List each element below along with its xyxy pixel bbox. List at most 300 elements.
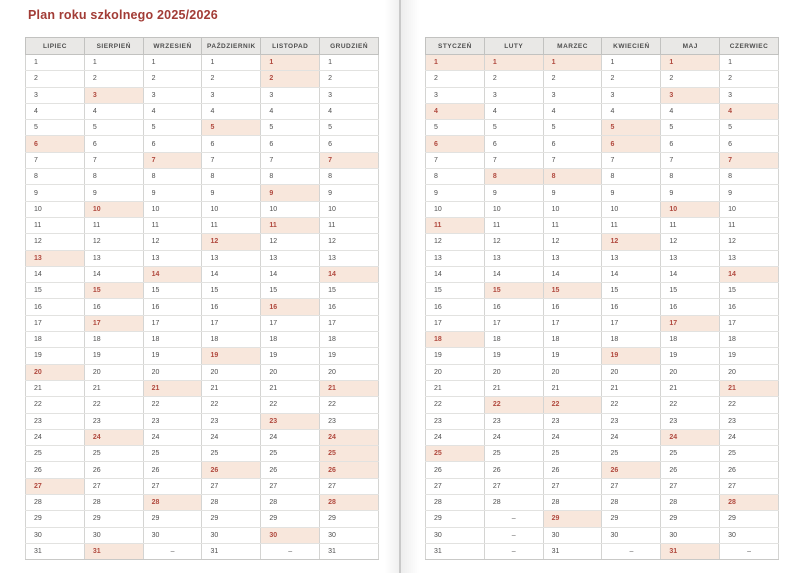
day-cell: 8 (320, 169, 379, 185)
month-header: GRUDZIEŃ (320, 38, 379, 55)
day-cell: 19 (84, 348, 143, 364)
day-cell: 26 (261, 462, 320, 478)
day-row (426, 201, 779, 217)
day-cell-holiday: 1 (543, 55, 602, 71)
day-cell: 23 (143, 413, 202, 429)
day-cell: 20 (84, 364, 143, 380)
day-cell: 30 (661, 527, 720, 543)
day-cell: 30 (84, 527, 143, 543)
day-row (426, 185, 779, 201)
day-cell: 30 (720, 527, 779, 543)
day-cell: 3 (202, 87, 261, 103)
day-cell: 15 (320, 283, 379, 299)
day-cell-holiday: 25 (426, 446, 485, 462)
day-cell: 3 (543, 87, 602, 103)
day-row (26, 397, 379, 413)
day-cell: 30 (143, 527, 202, 543)
day-cell: 3 (143, 87, 202, 103)
day-cell: 2 (484, 71, 543, 87)
day-cell: 27 (543, 478, 602, 494)
day-cell: 16 (320, 299, 379, 315)
day-cell: 8 (26, 169, 85, 185)
day-cell: 21 (543, 380, 602, 396)
day-row (26, 201, 379, 217)
day-row (26, 71, 379, 87)
month-header: LUTY (484, 38, 543, 55)
day-cell: 4 (484, 103, 543, 119)
day-cell: 2 (143, 71, 202, 87)
day-cell: 16 (602, 299, 661, 315)
day-cell-holiday: 7 (720, 152, 779, 168)
day-cell: 13 (143, 250, 202, 266)
day-cell-holiday: 8 (543, 169, 602, 185)
day-cell-holiday: 1 (426, 55, 485, 71)
day-cell: 2 (720, 71, 779, 87)
day-cell: 20 (202, 364, 261, 380)
day-cell: 9 (320, 185, 379, 201)
day-cell: 29 (202, 511, 261, 527)
day-cell-holiday: 26 (202, 462, 261, 478)
day-cell-holiday: 3 (84, 87, 143, 103)
day-row (26, 87, 379, 103)
day-row (26, 185, 379, 201)
day-cell: 16 (426, 299, 485, 315)
day-row (426, 527, 779, 543)
day-cell: 5 (543, 120, 602, 136)
day-cell: 9 (720, 185, 779, 201)
day-cell: 14 (661, 266, 720, 282)
day-cell: 18 (484, 332, 543, 348)
day-cell: 5 (84, 120, 143, 136)
day-cell: 4 (84, 103, 143, 119)
day-cell: 7 (426, 152, 485, 168)
day-cell-holiday: 31 (84, 543, 143, 559)
day-row (26, 169, 379, 185)
day-cell: 2 (543, 71, 602, 87)
day-cell: 20 (426, 364, 485, 380)
day-cell: 14 (261, 266, 320, 282)
day-cell: 17 (543, 315, 602, 331)
day-cell: 23 (661, 413, 720, 429)
day-cell: 12 (543, 234, 602, 250)
day-row (26, 55, 379, 71)
day-row (26, 511, 379, 527)
day-cell-holiday: 24 (320, 429, 379, 445)
day-cell: 8 (720, 169, 779, 185)
day-row (426, 250, 779, 266)
day-cell: 16 (543, 299, 602, 315)
day-cell-holiday: 24 (84, 429, 143, 445)
day-cell-holiday: 21 (320, 380, 379, 396)
day-cell: 11 (84, 217, 143, 233)
day-cell: 19 (261, 348, 320, 364)
month-header: KWIECIEŃ (602, 38, 661, 55)
day-cell: 15 (202, 283, 261, 299)
day-cell: 18 (320, 332, 379, 348)
day-cell: 12 (320, 234, 379, 250)
day-cell: 10 (26, 201, 85, 217)
day-row (426, 332, 779, 348)
day-cell: 6 (720, 136, 779, 152)
day-row (26, 103, 379, 119)
day-cell: 29 (426, 511, 485, 527)
day-cell: 20 (543, 364, 602, 380)
day-cell: 3 (26, 87, 85, 103)
day-cell: 31 (26, 543, 85, 559)
day-cell: 9 (602, 185, 661, 201)
calendar-table-jul-dec (25, 37, 379, 560)
day-cell: 22 (143, 397, 202, 413)
day-cell-holiday: 13 (26, 250, 85, 266)
day-cell: 15 (661, 283, 720, 299)
day-row (26, 152, 379, 168)
day-cell: 19 (426, 348, 485, 364)
day-cell: 4 (661, 103, 720, 119)
day-cell: 13 (720, 250, 779, 266)
month-header: STYCZEŃ (426, 38, 485, 55)
day-row (26, 120, 379, 136)
day-cell: 11 (143, 217, 202, 233)
day-cell: 16 (26, 299, 85, 315)
day-cell: 16 (484, 299, 543, 315)
day-cell: 11 (202, 217, 261, 233)
day-cell: 1 (720, 55, 779, 71)
day-cell: 9 (426, 185, 485, 201)
day-cell: 22 (26, 397, 85, 413)
month-header: PAŹDZIERNIK (202, 38, 261, 55)
day-cell: 10 (143, 201, 202, 217)
day-cell: 1 (84, 55, 143, 71)
day-row (426, 543, 779, 559)
day-cell: 2 (602, 71, 661, 87)
day-cell-holiday: 28 (320, 495, 379, 511)
day-cell: 24 (484, 429, 543, 445)
day-cell: 16 (202, 299, 261, 315)
day-row (26, 266, 379, 282)
empty-day-cell: – (720, 543, 779, 559)
day-row (26, 315, 379, 331)
day-cell: 24 (261, 429, 320, 445)
day-cell: 1 (143, 55, 202, 71)
day-cell: 24 (720, 429, 779, 445)
day-row (426, 429, 779, 445)
day-cell: 26 (26, 462, 85, 478)
month-header-row (26, 38, 379, 55)
day-cell: 10 (261, 201, 320, 217)
day-cell-holiday: 31 (661, 543, 720, 559)
day-cell: 23 (543, 413, 602, 429)
day-row (426, 55, 779, 71)
day-row (426, 364, 779, 380)
day-cell: 24 (426, 429, 485, 445)
day-cell: 4 (543, 103, 602, 119)
day-cell: 10 (602, 201, 661, 217)
day-cell: 5 (426, 120, 485, 136)
day-cell: 5 (720, 120, 779, 136)
day-cell: 31 (320, 543, 379, 559)
day-cell: 19 (320, 348, 379, 364)
day-cell-holiday: 14 (320, 266, 379, 282)
day-cell: 28 (602, 495, 661, 511)
day-cell: 29 (26, 511, 85, 527)
day-cell-holiday: 6 (426, 136, 485, 152)
day-cell-holiday: 5 (602, 120, 661, 136)
day-cell: 18 (202, 332, 261, 348)
day-cell: 17 (202, 315, 261, 331)
day-cell: 3 (426, 87, 485, 103)
day-cell: 19 (720, 348, 779, 364)
day-cell: 7 (202, 152, 261, 168)
day-row (426, 299, 779, 315)
day-cell: 22 (261, 397, 320, 413)
day-cell: 20 (320, 364, 379, 380)
day-cell: 12 (426, 234, 485, 250)
day-cell: 27 (426, 478, 485, 494)
day-cell-holiday: 22 (543, 397, 602, 413)
day-cell: 21 (426, 380, 485, 396)
day-row (26, 348, 379, 364)
day-cell: 5 (26, 120, 85, 136)
day-cell: 23 (320, 413, 379, 429)
day-cell: 28 (661, 495, 720, 511)
day-cell: 17 (720, 315, 779, 331)
day-cell: 29 (261, 511, 320, 527)
day-cell: 2 (661, 71, 720, 87)
day-row (26, 413, 379, 429)
day-cell: 11 (543, 217, 602, 233)
day-cell: 25 (26, 446, 85, 462)
day-cell: 3 (261, 87, 320, 103)
day-cell: 27 (661, 478, 720, 494)
day-cell: 10 (484, 201, 543, 217)
day-cell: 15 (26, 283, 85, 299)
day-cell: 31 (543, 543, 602, 559)
calendar-table-jan-jun (425, 37, 779, 560)
day-cell: 20 (720, 364, 779, 380)
day-cell: 22 (320, 397, 379, 413)
day-cell: 28 (26, 495, 85, 511)
day-cell: 8 (261, 169, 320, 185)
day-cell: 13 (661, 250, 720, 266)
day-cell: 5 (143, 120, 202, 136)
day-cell: 23 (484, 413, 543, 429)
day-cell: 20 (661, 364, 720, 380)
day-cell-holiday: 14 (720, 266, 779, 282)
day-cell-holiday: 16 (261, 299, 320, 315)
day-row (426, 266, 779, 282)
month-header: MAJ (661, 38, 720, 55)
day-cell: 4 (261, 103, 320, 119)
day-cell: 13 (484, 250, 543, 266)
day-cell: 10 (202, 201, 261, 217)
day-cell-holiday: 30 (261, 527, 320, 543)
day-row (26, 495, 379, 511)
day-cell: 15 (143, 283, 202, 299)
day-cell: 27 (261, 478, 320, 494)
day-cell: 12 (84, 234, 143, 250)
day-cell: 6 (543, 136, 602, 152)
day-cell-holiday: 28 (720, 495, 779, 511)
day-cell-holiday: 17 (84, 315, 143, 331)
day-cell: 2 (26, 71, 85, 87)
day-cell: 29 (143, 511, 202, 527)
day-row (26, 380, 379, 396)
day-cell: 25 (202, 446, 261, 462)
day-cell: 17 (143, 315, 202, 331)
day-row (426, 152, 779, 168)
day-cell: 27 (602, 478, 661, 494)
day-cell-holiday: 20 (26, 364, 85, 380)
day-cell: 30 (543, 527, 602, 543)
empty-day-cell: – (602, 543, 661, 559)
day-cell: 6 (261, 136, 320, 152)
day-cell: 21 (602, 380, 661, 396)
day-row (426, 462, 779, 478)
day-cell: 25 (661, 446, 720, 462)
day-cell: 10 (426, 201, 485, 217)
day-cell-holiday: 22 (484, 397, 543, 413)
day-cell-holiday: 27 (26, 478, 85, 494)
day-cell: 15 (720, 283, 779, 299)
day-cell: 29 (602, 511, 661, 527)
day-cell: 9 (484, 185, 543, 201)
day-row (26, 543, 379, 559)
day-cell: 30 (26, 527, 85, 543)
month-header: MARZEC (543, 38, 602, 55)
day-cell: 13 (202, 250, 261, 266)
day-cell: 12 (261, 234, 320, 250)
day-cell: 10 (720, 201, 779, 217)
day-cell: 14 (202, 266, 261, 282)
day-cell: 27 (202, 478, 261, 494)
day-cell: 4 (602, 103, 661, 119)
day-row (26, 478, 379, 494)
day-cell-holiday: 9 (261, 185, 320, 201)
day-cell: 7 (484, 152, 543, 168)
day-cell: 27 (484, 478, 543, 494)
day-cell: 5 (661, 120, 720, 136)
day-cell-holiday: 28 (143, 495, 202, 511)
day-cell-holiday: 11 (261, 217, 320, 233)
day-cell: 16 (143, 299, 202, 315)
day-cell-holiday: 10 (84, 201, 143, 217)
day-cell-holiday: 11 (426, 217, 485, 233)
day-cell: 21 (26, 380, 85, 396)
month-header: CZERWIEC (720, 38, 779, 55)
day-cell: 7 (543, 152, 602, 168)
day-cell: 22 (202, 397, 261, 413)
day-cell: 23 (426, 413, 485, 429)
day-cell: 4 (320, 103, 379, 119)
day-cell: 28 (426, 495, 485, 511)
day-cell: 6 (661, 136, 720, 152)
day-cell: 25 (261, 446, 320, 462)
day-cell-holiday: 15 (543, 283, 602, 299)
day-cell-holiday: 6 (602, 136, 661, 152)
day-cell: 31 (202, 543, 261, 559)
day-cell: 8 (661, 169, 720, 185)
day-cell: 19 (484, 348, 543, 364)
day-cell: 8 (84, 169, 143, 185)
day-cell: 28 (84, 495, 143, 511)
day-cell-holiday: 15 (484, 283, 543, 299)
day-cell-holiday: 12 (202, 234, 261, 250)
day-cell: 12 (720, 234, 779, 250)
day-cell: 1 (602, 55, 661, 71)
day-cell: 21 (84, 380, 143, 396)
day-cell: 26 (661, 462, 720, 478)
day-cell: 9 (143, 185, 202, 201)
day-cell: 22 (84, 397, 143, 413)
day-cell: 22 (602, 397, 661, 413)
day-cell-holiday: 21 (143, 380, 202, 396)
day-cell: 1 (320, 55, 379, 71)
day-cell: 14 (543, 266, 602, 282)
day-cell-holiday: 6 (26, 136, 85, 152)
day-cell-holiday: 26 (320, 462, 379, 478)
day-cell: 9 (543, 185, 602, 201)
empty-day-cell: – (484, 527, 543, 543)
day-cell-holiday: 18 (426, 332, 485, 348)
day-cell: 4 (26, 103, 85, 119)
day-cell: 7 (261, 152, 320, 168)
day-cell-holiday: 15 (84, 283, 143, 299)
day-cell: 11 (320, 217, 379, 233)
day-row (26, 527, 379, 543)
day-row (426, 348, 779, 364)
day-row (26, 250, 379, 266)
day-cell: 4 (143, 103, 202, 119)
day-cell: 13 (426, 250, 485, 266)
day-cell: 25 (84, 446, 143, 462)
day-cell: 3 (320, 87, 379, 103)
day-cell: 6 (84, 136, 143, 152)
day-cell: 9 (26, 185, 85, 201)
day-cell: 24 (143, 429, 202, 445)
day-row (426, 120, 779, 136)
day-cell: 17 (602, 315, 661, 331)
empty-day-cell: – (261, 543, 320, 559)
day-cell: 14 (484, 266, 543, 282)
day-cell: 17 (484, 315, 543, 331)
day-cell: 11 (26, 217, 85, 233)
day-cell: 6 (202, 136, 261, 152)
day-cell: 26 (484, 462, 543, 478)
day-cell: 15 (602, 283, 661, 299)
day-cell-holiday: 8 (484, 169, 543, 185)
day-cell: 25 (143, 446, 202, 462)
day-cell-holiday: 29 (543, 511, 602, 527)
day-cell: 26 (543, 462, 602, 478)
day-cell: 17 (261, 315, 320, 331)
day-row (426, 478, 779, 494)
day-cell: 24 (602, 429, 661, 445)
day-cell: 29 (661, 511, 720, 527)
day-cell: 5 (261, 120, 320, 136)
day-cell: 25 (602, 446, 661, 462)
day-cell-holiday: 17 (661, 315, 720, 331)
day-row (426, 217, 779, 233)
day-row (26, 234, 379, 250)
day-cell: 30 (426, 527, 485, 543)
day-cell: 30 (202, 527, 261, 543)
day-row (426, 136, 779, 152)
day-row (426, 446, 779, 462)
day-cell: 12 (143, 234, 202, 250)
day-cell-holiday: 7 (143, 152, 202, 168)
day-cell: 8 (426, 169, 485, 185)
day-cell-holiday: 10 (661, 201, 720, 217)
